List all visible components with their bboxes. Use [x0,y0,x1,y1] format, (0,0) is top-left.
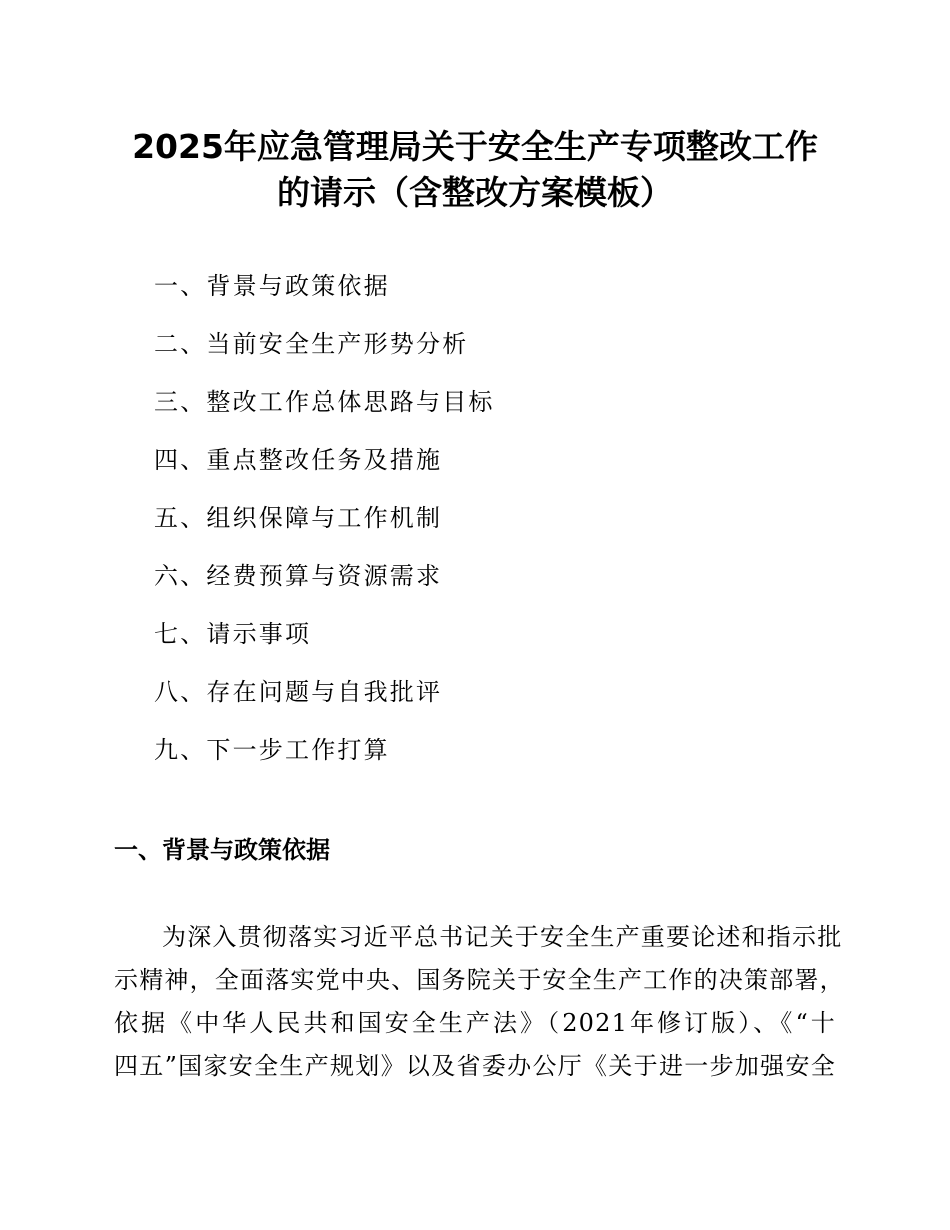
toc-item-5: 五、组织保障与工作机制 [154,504,443,532]
paragraph-line-4: 四五”国家安全生产规划》以及省委办公厅《关于进一步加强安全 [114,1052,836,1080]
section-heading: 一、背景与政策依据 [114,836,330,864]
paragraph-line-1: 为深入贯彻落实习近平总书记关于安全生产重要论述和指示批 [162,923,843,951]
toc-item-8: 八、存在问题与自我批评 [154,678,443,706]
toc-item-6: 六、经费预算与资源需求 [154,562,443,590]
title-line-1: 2025年应急管理局关于安全生产专项整改工作 [132,127,818,166]
paragraph-line-2: 示精神，全面落实党中央、国务院关于安全生产工作的决策部署， [114,966,845,994]
toc-item-9: 九、下一步工作打算 [154,736,390,764]
toc-item-2: 二、当前安全生产形势分析 [154,330,469,358]
toc-item-4: 四、重点整改任务及措施 [154,446,443,474]
table-of-contents [154,266,495,788]
document-title [110,124,840,216]
title-line-2: 的请示（含整改方案模板） [277,173,673,212]
toc-item-7: 七、请示事项 [154,620,312,648]
paragraph-line-3: 依据《中华人民共和国安全生产法》（2021年修订版）、《“十 [114,1009,836,1037]
toc-item-3: 三、整改工作总体思路与目标 [154,388,495,416]
body-paragraph [114,916,845,1088]
toc-item-1: 一、背景与政策依据 [154,272,390,300]
